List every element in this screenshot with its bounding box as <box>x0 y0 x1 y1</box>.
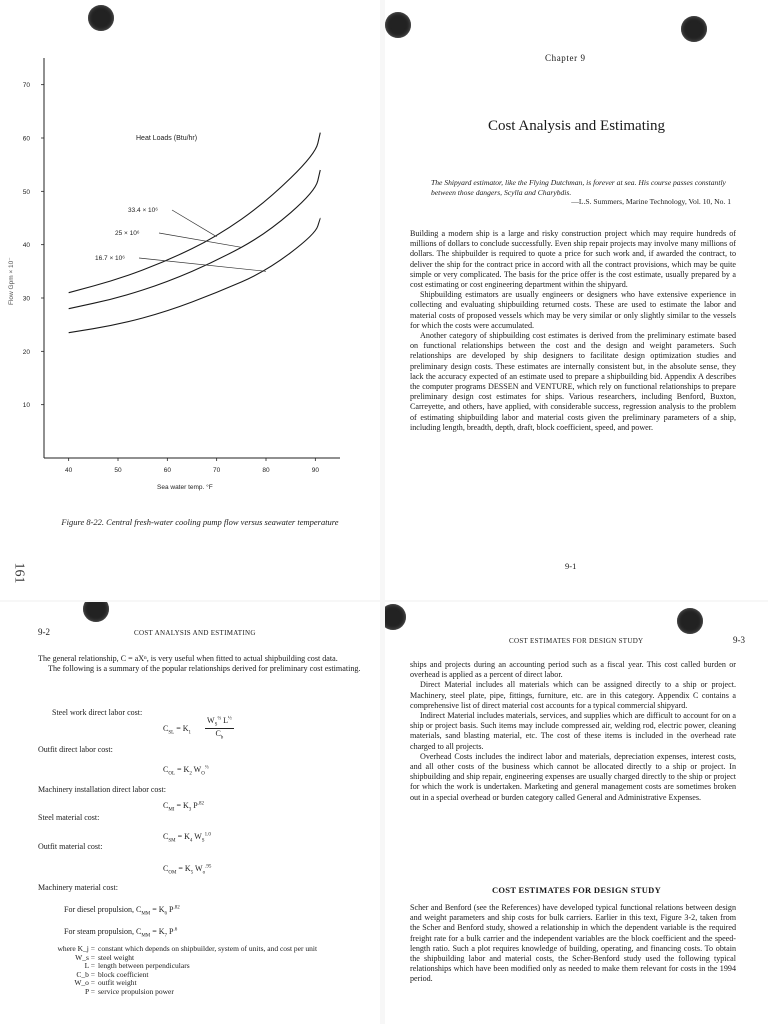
x-axis-label: Sea water temp. °F <box>157 484 213 491</box>
formula-outfit-material: $C_{OM} = K_5$ $W_o^{.95}$ <box>163 864 212 876</box>
paragraph: ships and projects during an accounting period such as a fiscal year. This cost called burden or overhead is applied as a percent of direct labor. <box>410 660 736 680</box>
chapter-title: Cost Analysis and Estimating <box>487 118 666 134</box>
formula-steel-material: $C_{SM} = K_4$ $W_S^{1.0}$ <box>163 832 211 844</box>
punch-hole <box>385 12 411 38</box>
flow-chart <box>0 0 380 510</box>
label-outfit-labor: Outfit direct labor cost: <box>38 745 113 754</box>
page-chapter-start <box>385 0 768 600</box>
series-label: 16.7 × 10⁶ <box>95 255 125 262</box>
def-symbol: W_o = <box>74 978 95 988</box>
x-tick-label: 50 <box>114 467 122 474</box>
punch-hole <box>677 608 703 634</box>
paragraph: Shipbuilding estimators are usually engineers or designers who have extensive experience in collecting and evaluating shipbuilding returned costs. These are used to estimate the labor and material costs of proposed vessels which may be very similar or only slightly similar to the vessels for which the costs were accumulated. <box>410 290 736 330</box>
paragraph: Indirect Material includes materials, services, and supplies which are difficult to account for on a ship or project basis. Such items may include compressed air, welding rod, electric power, cleaning materials, sand blasting material, etc. The cost of these items is included in the overhead rate charged to all projects. <box>410 711 736 751</box>
y-axis-label: Flow Gpm × 10⁻ <box>8 257 15 305</box>
punch-hole <box>83 602 109 622</box>
formula-steel-labor: $C_{SL} = K_1$ <box>163 724 191 736</box>
paragraph: Another category of shipbuilding cost estimates is derived from the preliminary estimate based on functional relationships between the cost and the design and weight parameters. Such relationships are developed by ship designers to facilitate design optimization studies and preliminary design costs. These estimates are internally consistent but, in the absolute sense, they lack the accuracy expected of an estimate used to prepare a shipbuilding bid. Appendix A describes the computer programs DESSEN and VENTURE, which rely on functional relationships to prepare preliminary design cost estimates for ships. Various researchers, including Benford, Buxton, Carreyette, and others, have applied, with considerable success, regression analysis to the problem of estimating shipbuilding labor and material costs given the preliminary parameters of a ship, including length, breadth, depth, draft, block coefficient, speed, and power. <box>410 331 736 432</box>
epigraph-text: The Shipyard estimator, like the Flying Dutchman, is forever at sea. His course passes constantly between those dangers, Scylla and Charybdis. <box>431 178 726 197</box>
label-diesel: For diesel propulsion, <box>64 905 134 914</box>
intro <box>38 654 372 674</box>
label-outfit-material: Outfit material cost: <box>38 842 103 851</box>
paragraph: The following is a summary of the popular relationships derived for preliminary cost estimating. <box>48 664 361 674</box>
label-machinery-material: Machinery material cost: <box>38 883 118 892</box>
y-tick-label: 30 <box>22 295 30 303</box>
series-leader-line <box>172 210 217 237</box>
formula-diesel: For diesel propulsion, $C_{MM} = K_6$ $P^{.82}$ <box>64 905 180 917</box>
chapter-label: Chapter 9 <box>545 53 586 63</box>
def-symbol: L = <box>84 961 95 971</box>
page-number: 9-1 <box>565 561 577 571</box>
body-text <box>410 229 736 433</box>
formula-steel-labor-fraction: $W_S^{\frac{2}{3}}$ $L^{\frac{1}{2}}$ $C_b$ <box>207 716 232 741</box>
def-text: constant which depends on shipbuilder, system of units, and cost per unit <box>98 944 318 953</box>
chart-title: Heat Loads (Btu/hr) <box>136 135 198 142</box>
running-head: COST ESTIMATES FOR DESIGN STUDY <box>509 637 644 645</box>
def-symbol: C_b = <box>76 969 95 979</box>
x-tick-label: 80 <box>262 467 270 474</box>
def-text: length between perpendiculars <box>98 961 190 971</box>
y-tick-label: 60 <box>22 135 30 143</box>
margin-note: 161 <box>11 562 27 584</box>
y-tick-label: 70 <box>22 82 30 90</box>
series-line <box>69 133 321 293</box>
epigraph <box>431 178 731 207</box>
paragraph: Direct Material includes all materials which can be assigned directly to a ship or project. Machinery, steel plate, pipe, fittings, furniture, etc. are in this category. Appendix C contains a comprehensive list of direct material cost accounts for a typical commercial shipyard. <box>410 680 736 710</box>
def-symbol: where K_j = <box>57 944 95 953</box>
x-tick-label: 40 <box>65 467 73 474</box>
page-9-2 <box>0 602 380 1024</box>
def-text: service propulsion power <box>98 986 174 996</box>
def-text: block coefficient <box>98 969 149 979</box>
series-leader-line <box>159 233 241 247</box>
y-tick-label: 10 <box>22 402 30 410</box>
page-number: 9-3 <box>733 635 745 645</box>
y-tick-label: 50 <box>22 188 30 196</box>
paragraph: The general relationship, C = aXⁿ, is very useful when fitted to actual shipbuilding cost data. <box>38 654 338 663</box>
running-head: COST ANALYSIS AND ESTIMATING <box>134 629 256 637</box>
def-text: outfit weight <box>98 978 137 988</box>
formula-outfit-labor: $C_{OL} = K_2$ $W_O^{\frac{2}{3}}$ <box>163 765 209 777</box>
definitions <box>38 945 338 997</box>
def-symbol: P = <box>85 986 95 996</box>
label-machinery-labor: Machinery installation direct labor cost: <box>38 785 166 794</box>
label-steam: For steam propulsion, <box>64 927 134 936</box>
punch-hole <box>385 604 406 630</box>
label-steel-labor: Steel work direct labor cost: <box>52 708 143 717</box>
x-tick-label: 60 <box>163 467 171 474</box>
paragraph: Overhead Costs includes the indirect labor and materials, depreciation expenses, interest costs, and all other costs of the business which cannot be allocated directly to a ship or project. In shipbuilding and ship repair, engineering expenses are usually charged directly to the ship or project for which the work is undertaken. Marketing and general management costs are sometimes broken out in a special overhead or burden category called General and Administrative Expenses. <box>410 751 736 802</box>
page-number: 9-2 <box>38 627 50 637</box>
punch-hole <box>681 16 707 42</box>
page-figure <box>0 0 380 600</box>
series-label: 25 × 10⁶ <box>115 230 140 237</box>
formula-steam: For steam propulsion, $C_{MM} = K_7$ $P^{.6}$ <box>64 927 178 939</box>
series-leader-line <box>139 258 266 271</box>
y-tick-label: 20 <box>22 348 30 356</box>
figure-caption: Figure 8-22. Central fresh-water cooling pump flow versus seawater temperature <box>61 517 339 527</box>
paragraph: Building a modern ship is a large and risky construction project which may require hundreds of millions of dollars to conclude successfully. Even ship repair projects may involve many millions of dollars. The shipbuilder is required to quote a price for such work and, if awarded the contract, to deliver the ship for the contract price in accord with all the contract provisions, which may be quite simple or very complicated. The basis for the price offer is the cost estimate, usually prepared by a cost estimating or cost engineering department within the shipyard. <box>410 229 736 290</box>
page-9-3 <box>385 602 768 1024</box>
series-label: 33.4 × 10⁶ <box>128 207 158 214</box>
label-steel-material: Steel material cost: <box>38 813 100 822</box>
section-title: COST ESTIMATES FOR DESIGN STUDY <box>491 885 662 895</box>
section-text: Scher and Benford (see the References) have developed typical functional relations between design and weight parameters and ship costs for bulk carriers. Earlier in this text, Figure 3-2, taken from the Scher and Benford study, showed a relationship in which the dependent variable is the required freight rate for a bulk carrier and the independent variables are the block coefficient and the speed-length ratio. Such a plot requires knowledge of building, operating, and financing costs. To obtain the shipbuilding labor and material costs, the Scher-Benford study used the following typical relationships which have been modified only as needed to make them relevant for costs in the 1994 period. <box>410 903 736 984</box>
def-text: steel weight <box>98 952 135 962</box>
y-tick-label: 40 <box>22 242 30 250</box>
def-symbol: W_s = <box>75 952 95 962</box>
x-tick-label: 70 <box>213 467 221 474</box>
x-tick-label: 90 <box>311 467 319 474</box>
body-text <box>410 660 736 803</box>
series-line <box>69 218 321 333</box>
formula-machinery-labor: $C_{MI} = K_3$ $P^{.82}$ <box>163 801 204 813</box>
epigraph-attribution: —L.S. Summers, Marine Technology, Vol. 10, No. 1 <box>571 197 731 206</box>
